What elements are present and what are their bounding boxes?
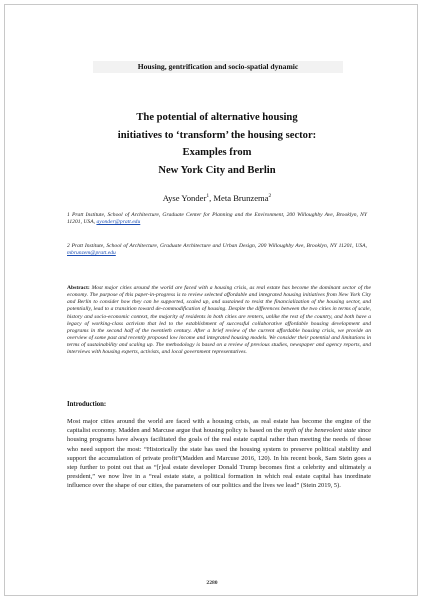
author-email-link[interactable]: ayonder@pratt.edu [96,219,141,226]
running-title: Housing, gentrification and socio-spatial dynamic [137,62,299,71]
paper-title [45,109,389,179]
paper-page [4,4,418,596]
author-separator: , [209,193,214,203]
italic-phrase: myth of the benevolent state [283,427,357,435]
title-line-1: The potential of alternative housing [136,112,298,123]
author-email-link[interactable]: mbrunzem@pratt.edu [67,250,116,257]
author-name: Ayse Yonder [162,193,207,203]
running-header [93,61,343,73]
paragraph-text: since housing programs have always facilitated the goals of the real estate capital rather than meeting the needs of those who need support the most: “Historically the state has used the housing system to preserve political stability and support the accumulation of private profit”(Madden and Marcuse 2016, 120). In his recent book, Sam Stein goes a step further to point out that as “[r]eal estate developer Donald Trump becomes first a celebrity and ultimately a president,” we now live in a “real estate state, a political formation in which real estate capital has inordinate influence over the shape of our cities, the parameters of our politics and the lives we lead” (Stein 2019, 5). [67,427,371,490]
section-heading: Introduction: [67,401,107,408]
abstract-text: Most major cities around the world are faced with a housing crisis, as real estate has become the dominant sector of the economy. The purpose of this paper-in-progress is to review selected affordable and integrated housing initiatives from New York City and Berlin to consider how they can be supported, scaled up, and sustained to resist the financialization of the housing sector, and potentially, lead to a transition toward de-commodification of housing. Despite the differences between the two cities in terms of scale, history and socio-economic context, the majority of residents in both cities are renters, unlike the rest of the country, and both have a legacy of working-class activism that led to the establishment of successful collaborative affordable housing development and programs in the second half of the twentieth century. After a brief review of the current affordable housing crisis, we provide an overview of some past and recently proposed low income and integrated housing models. We consider their potential and limitations in terms of sustainability and scaling up. The methodology is based on a review of previous studies, newspaper and agency reports, and interviews with housing experts, activists, and local government representatives. [67,285,371,356]
author-list [45,193,389,203]
author-name: Meta Brunzema [213,193,269,203]
title-line-3: Examples from [182,147,252,158]
abstract-label: Abstract: [67,285,90,291]
affiliation-text: 2 Pratt Institute, School of Architecture, Graduate Architecture and Urban Design, 200 Willoughby Ave, Brooklyn, NY 11201, USA, [67,243,367,249]
title-line-2: initiatives to ‘transform’ the housing sector: [117,129,317,141]
affiliation-1 [67,212,367,226]
abstract [67,285,371,357]
affiliation-text: 1 Pratt Institute, School of Architecture, Graduate Center for Planning and the Environment, 200 Willoughby Ave, Brooklyn, NY 11201, USA, [67,212,367,226]
introduction-paragraph [67,417,371,491]
author-superscript: 1 [206,193,210,200]
paragraph-text: Most major cities around the world are faced with a housing crisis, as real estate has become the engine of the capitalist economy. Madden and Marcuse argue that housing policy is based on the [67,418,371,435]
title-line-4: New York City and Berlin [158,164,276,176]
affiliation-2 [67,243,367,257]
author-superscript: 2 [268,193,272,200]
page-number: 2280 [206,580,218,586]
